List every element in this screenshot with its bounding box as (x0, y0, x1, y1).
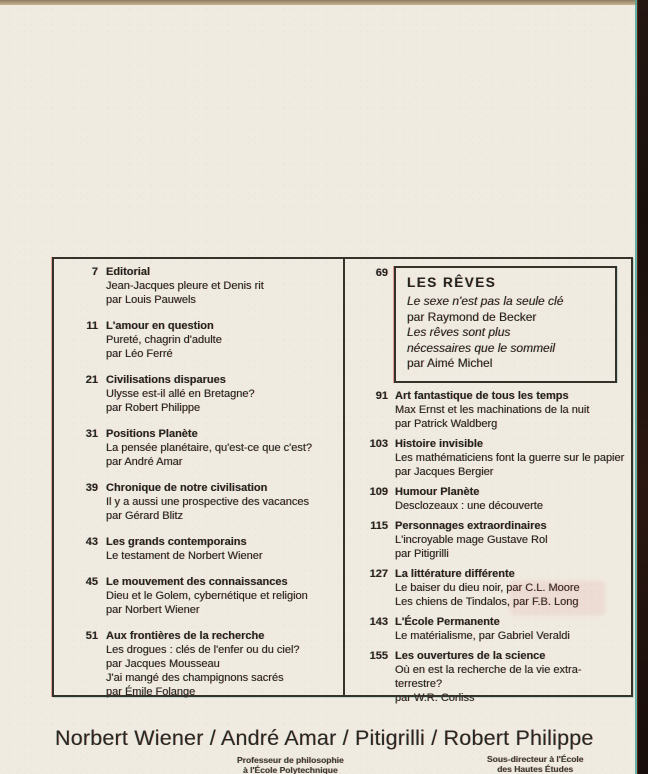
toc-entry (345, 649, 631, 705)
toc-entry-line: Ulysse est-il allé en Bretagne? (106, 388, 255, 400)
toc-entry-body (106, 481, 309, 523)
toc-entry-title: Les ouvertures de la science (395, 649, 546, 662)
toc-entry-line: par Léo Ferré (106, 348, 173, 360)
les-reves-box (394, 266, 617, 383)
toc-entry-page-number: 11 (86, 320, 98, 332)
toc-entry-body (106, 319, 222, 361)
print-through-ghost (510, 581, 605, 615)
toc-entry-title: Le mouvement des connaissances (106, 576, 288, 588)
toc-entry-title: Positions Planète (106, 428, 198, 440)
toc-entry-body (395, 649, 625, 705)
credit-right-line1: Sous-directeur à l'École (487, 754, 584, 764)
toc-entry (345, 519, 631, 561)
toc-entry-title: La littérature différente (395, 567, 515, 580)
toc-entry-body (106, 535, 263, 563)
toc-entry-line: Max Ernst et les machinations de la nuit (395, 403, 590, 416)
feature-line: par Raymond de Becker (407, 309, 537, 324)
toc-entry-line: par Émile Folange (106, 686, 196, 698)
toc-entry-title: Art fantastique de tous les temps (395, 389, 569, 402)
toc-entry-line: Le matérialisme, par Gabriel Veraldi (395, 629, 570, 642)
toc-entry-line: J'ai mangé des champignons sacrés (106, 672, 284, 684)
credit-right-line2: des Hautes Études (497, 764, 574, 774)
toc-entry (54, 427, 343, 469)
toc-entry-body (106, 427, 312, 469)
toc-entry-line: par Norbert Wiener (106, 604, 200, 616)
toc-entry (54, 535, 343, 563)
toc-entry-line: Les mathématiciens font la guerre sur le papier (395, 451, 625, 464)
feature-line: par Aimé Michel (407, 356, 493, 370)
toc-entry (345, 437, 631, 479)
toc-entry-page-number: 103 (369, 437, 388, 450)
page-right-edge (637, 0, 648, 774)
toc-entry-line: Jean-Jacques pleure et Denis rit (106, 280, 264, 292)
toc-entry-body (395, 437, 624, 479)
toc-entry (54, 265, 343, 307)
toc-entry-line: Il y a aussi une prospective des vacances (106, 496, 310, 508)
toc-entry-title: Humour Planète (395, 485, 480, 498)
toc-entry-title: Les grands contemporains (106, 536, 247, 548)
toc-entry-line: Pureté, chagrin d'adulte (106, 334, 222, 346)
toc-entry (54, 481, 343, 523)
toc-entry-body (106, 373, 255, 415)
toc-entry-page-number: 21 (85, 374, 98, 386)
toc-entry-line: par Jacques Mousseau (106, 658, 220, 670)
toc-entry (345, 615, 631, 643)
authors-line: Norbert Wiener / André Amar / Pitigrilli / Robert Philippe (55, 726, 594, 750)
toc-box (52, 257, 633, 704)
toc-entry-line: par Jacques Bergier (395, 465, 494, 478)
toc-entry-body (395, 615, 570, 643)
toc-entry-line: Où en est la recherche de la vie extra-terrestre? (395, 663, 582, 690)
toc-entry-line: par André Amar (106, 456, 183, 468)
toc-entry-body (106, 265, 264, 307)
toc-entry (345, 485, 631, 513)
toc-entry-line: par Louis Pauwels (106, 294, 196, 306)
toc-entry-line: par Patrick Waldberg (395, 417, 498, 430)
toc-entry-page-number: 155 (369, 649, 388, 662)
toc-feature-entry (345, 266, 631, 383)
toc-entry-title: Aux frontières de la recherche (106, 630, 265, 642)
toc-entry-line: par W.R. Corliss (395, 691, 475, 704)
toc-entry (54, 629, 343, 699)
toc-entry-line: Dieu et le Golem, cybernétique et religion (106, 590, 308, 602)
toc-entry-line: Desclozeaux : une découverte (395, 499, 543, 512)
toc-entry-title: L'amour en question (106, 320, 214, 332)
toc-entry-line: Le testament de Norbert Wiener (106, 550, 263, 562)
toc-entry-page-number: 45 (85, 576, 98, 588)
toc-entry (54, 319, 343, 361)
toc-entry-line: Les drogues : clés de l'enfer ou du ciel? (106, 644, 300, 656)
toc-entry-page-number: 115 (370, 519, 388, 532)
credit-right (487, 754, 584, 774)
credit-left-line1: Professeur de philosophie (237, 755, 344, 765)
feature-line: nécessaires que le sommeil (407, 340, 556, 355)
toc-entry-title: Personnages extraordinaires (395, 519, 547, 532)
toc-entry-page-number: 69 (375, 267, 388, 279)
toc-entry-page-number: 51 (85, 630, 98, 642)
toc-entry-page-number: 43 (85, 536, 98, 548)
toc-entry (54, 373, 343, 415)
toc-entry-page-number: 7 (91, 266, 98, 278)
feature-title: LES RÊVES (407, 275, 497, 290)
toc-entry-line: La pensée planétaire, qu'est-ce que c'est? (106, 442, 313, 454)
toc-entry-title: Chronique de notre civilisation (106, 482, 268, 494)
toc-entry-page-number: 31 (85, 428, 98, 440)
toc-entry-body (395, 519, 548, 561)
feature-line: Les rêves sont plus (407, 325, 511, 339)
toc-entry-page-number: 39 (85, 482, 98, 494)
toc-entry (345, 389, 631, 431)
toc-entry-line: par Gérard Blitz (106, 510, 184, 522)
toc-entry-line: par Robert Philippe (106, 402, 201, 414)
toc-entry-title: Editorial (106, 266, 151, 278)
toc-entry-page-number: 109 (369, 485, 388, 498)
toc-entry-body (395, 485, 543, 513)
page-top-edge (0, 0, 648, 5)
feature-lines (407, 294, 605, 372)
toc-entry-page-number: 143 (369, 615, 388, 628)
feature-line: Le sexe n'est pas la seule clé (407, 294, 564, 308)
toc-right-column (343, 259, 631, 704)
toc-entry-body (106, 575, 308, 617)
toc-entry-title: Histoire invisible (395, 437, 484, 450)
toc-entry-line: par Pitigrilli (395, 547, 449, 560)
credit-left (237, 755, 344, 774)
toc-entry-line: L'incroyable mage Gustave Rol (395, 533, 548, 546)
toc-entry-body (395, 389, 589, 431)
toc-entry-title: Civilisations disparues (106, 374, 226, 386)
toc-entry-page-number: 91 (375, 389, 388, 402)
toc-entry-line: Le baiser du dieu noir, par C.L. Moore (395, 581, 580, 594)
toc-entry-page-number: 127 (369, 567, 388, 580)
toc-entry-title: L'École Permanente (395, 615, 500, 628)
toc-entry-body (106, 629, 300, 699)
credit-left-line2: à l'École Polytechnique (243, 765, 338, 774)
toc-left-column (54, 259, 343, 698)
toc-entry (54, 575, 343, 617)
toc-entry-line: Les chiens de Tindalos, par F.B. Long (395, 595, 579, 608)
